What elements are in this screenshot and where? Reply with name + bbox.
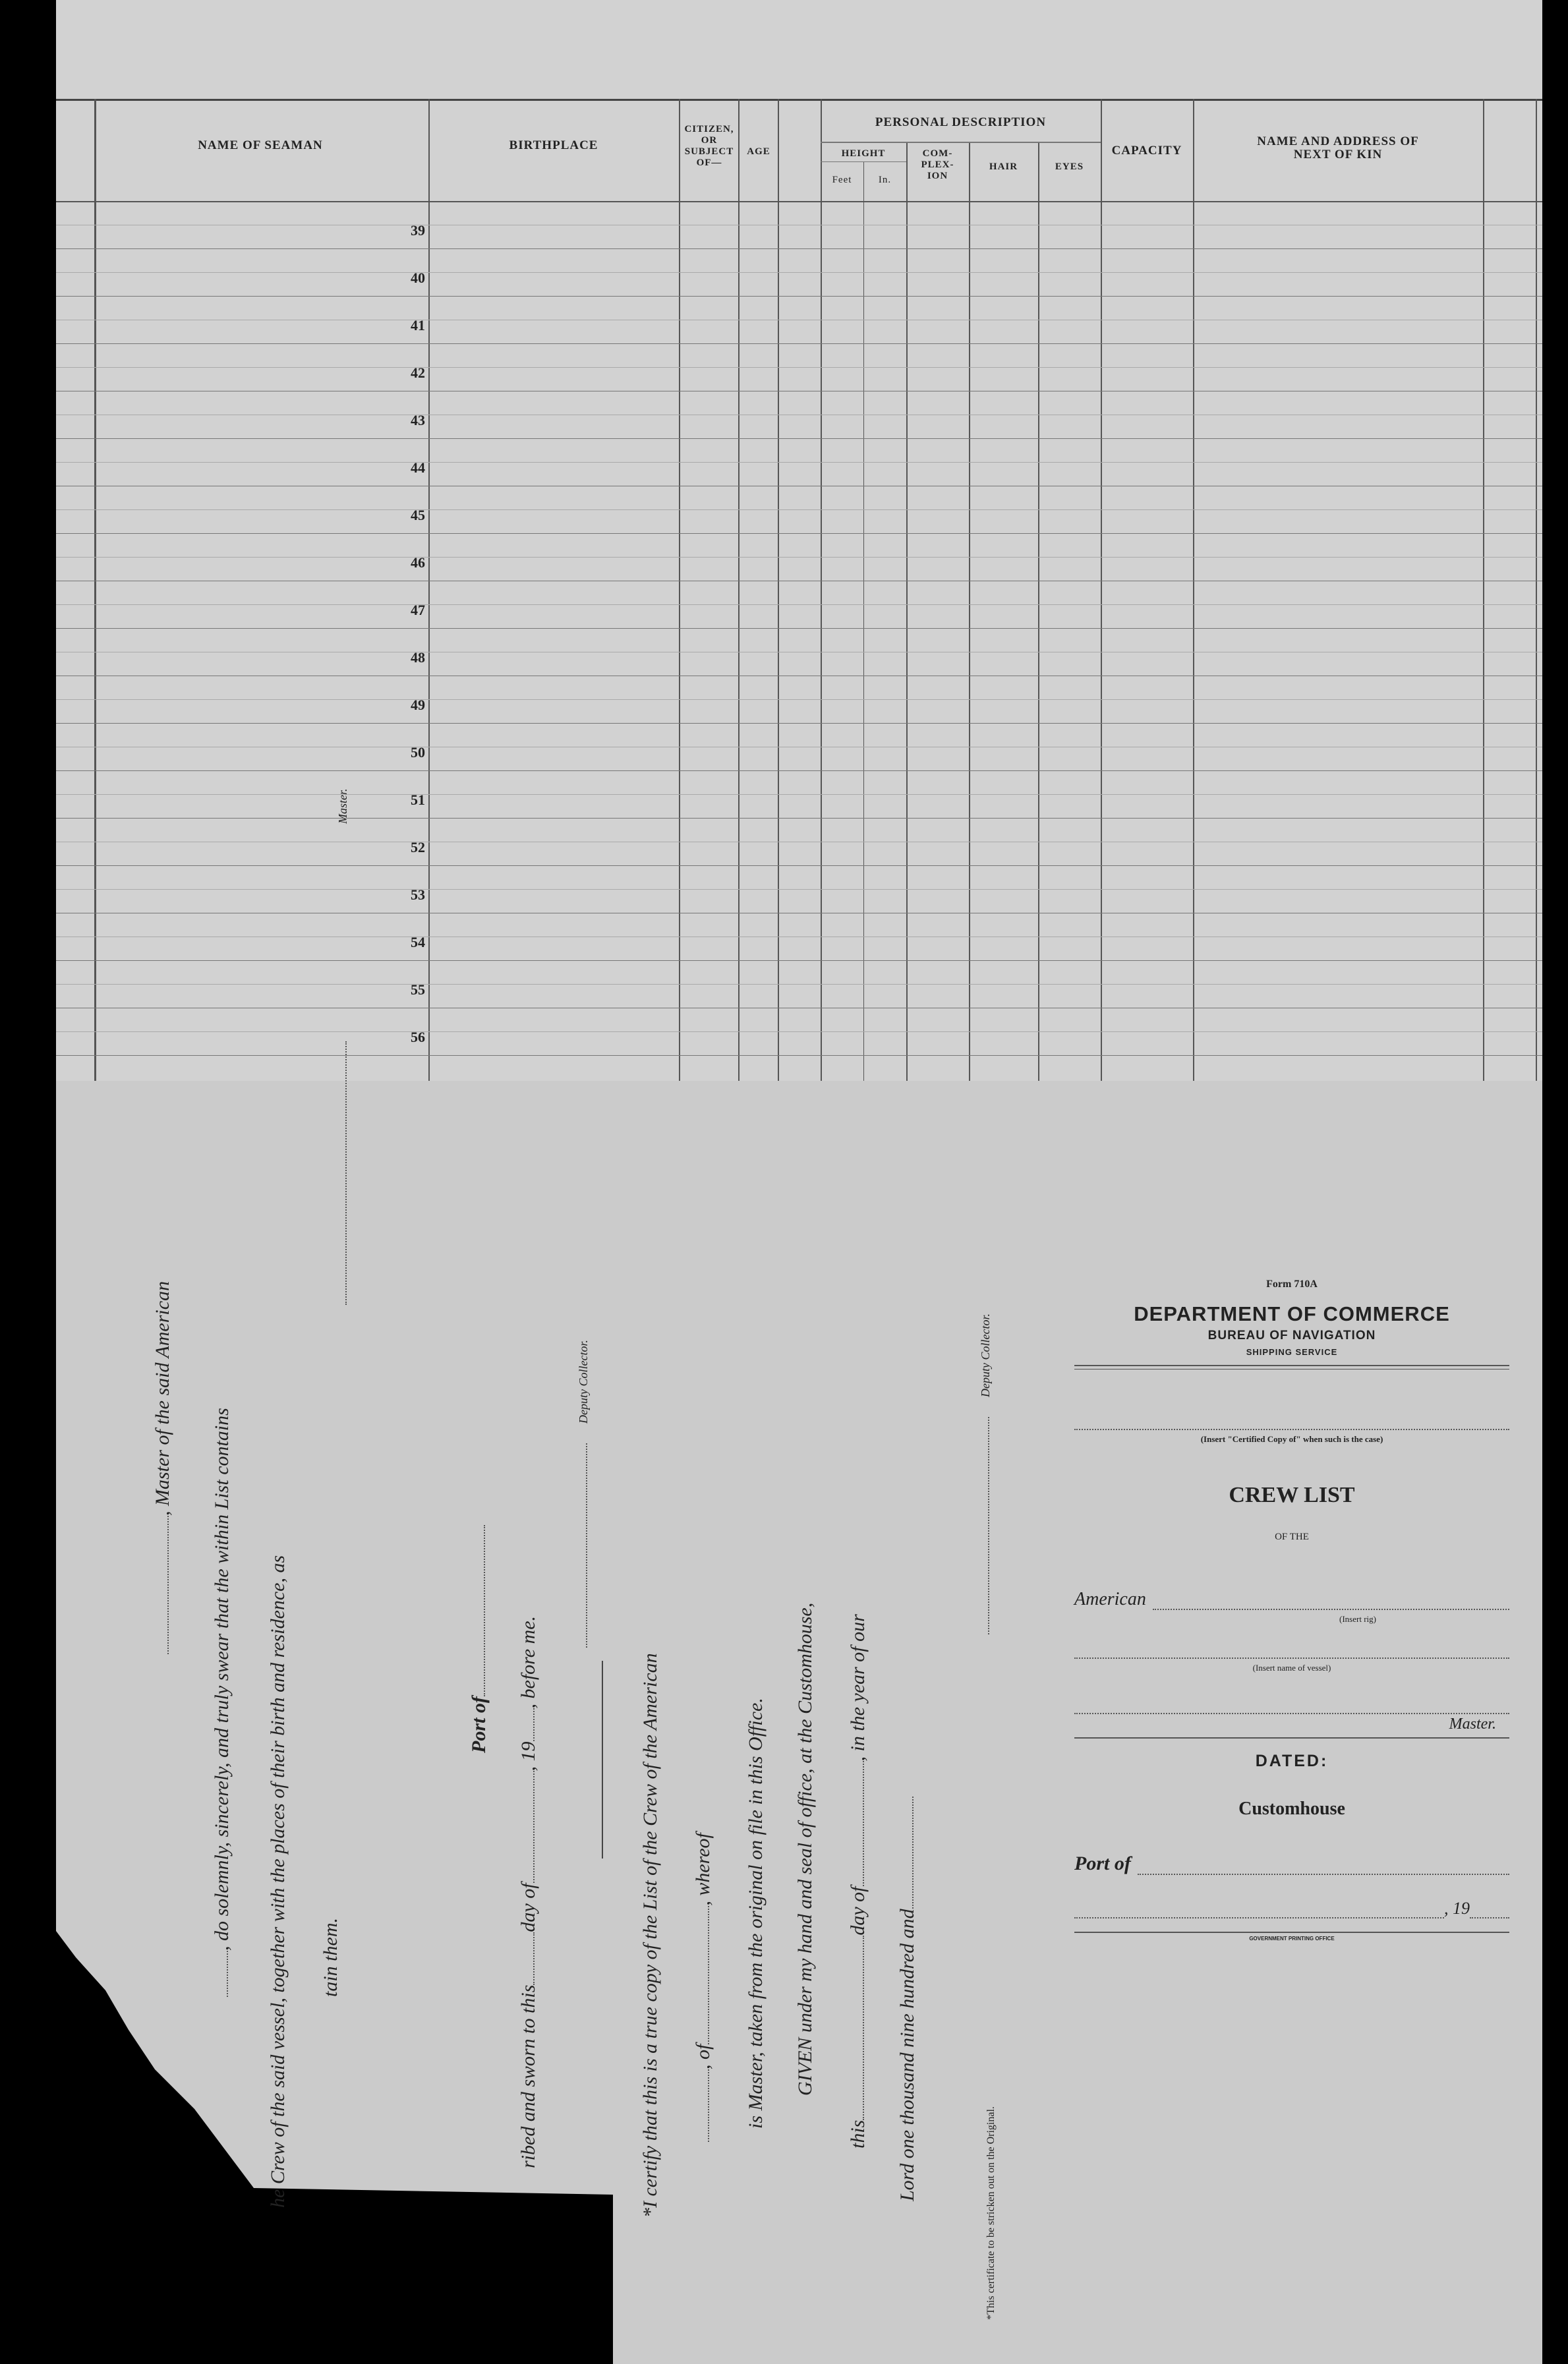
table-row-guide — [56, 604, 1542, 605]
row-number: 40 — [411, 270, 425, 286]
table-row-guide — [56, 699, 1542, 700]
row-number: 51 — [411, 792, 425, 808]
oath-deputy-collector: Deputy Collector. — [577, 1340, 591, 1648]
row-number: 55 — [411, 981, 425, 998]
row-number: 56 — [411, 1029, 425, 1045]
crew-list-title: CREW LIST — [1229, 1483, 1355, 1507]
row-number: 45 — [411, 507, 425, 523]
table-row — [56, 628, 1542, 629]
row-number: 46 — [411, 554, 425, 571]
bureau-title: BUREAU OF NAVIGATION — [1207, 1329, 1376, 1342]
row-number: 47 — [411, 602, 425, 618]
certificate-line-6: Lord one thousand nine hundred and — [896, 1797, 919, 2201]
port-of-label: Port of — [1074, 1853, 1131, 1874]
form-number: Form 710A — [1266, 1279, 1318, 1290]
table-row — [56, 248, 1542, 249]
row-number: 44 — [411, 459, 425, 476]
row-number: 52 — [411, 839, 425, 855]
table-row — [56, 438, 1542, 439]
row-number: 39 — [411, 222, 425, 239]
divider — [602, 1661, 603, 1859]
table-row — [56, 960, 1542, 961]
department-title: DEPARTMENT OF COMMERCE — [1134, 1302, 1450, 1325]
printer-imprint: GOVERNMENT PRINTING OFFICE — [1249, 1936, 1335, 1942]
row-number: 53 — [411, 886, 425, 903]
certificate-line-4: GIVEN under my hand and seal of office, at the Customhouse, — [794, 1602, 816, 2096]
document-sheet — [56, 0, 1542, 2364]
table-row — [56, 1055, 1542, 1056]
insert-certified-note: (Insert "Certified Copy of" when such is the case) — [1200, 1434, 1383, 1444]
oath-master-label: Master. — [336, 789, 350, 1306]
certificate-line-3: is Master, taken from the original on file in this Office. — [745, 1698, 767, 2129]
row-number: 42 — [411, 364, 425, 381]
oath-subscribed-line: ribed and sworn to thisday of, 19, before me. — [517, 1615, 539, 2168]
table-row-guide — [56, 272, 1542, 273]
row-number: 41 — [411, 317, 425, 333]
header-next-of-kin: NAME AND ADDRESS OF NEXT OF KIN — [1257, 134, 1419, 161]
header-citizen: CITIZEN, OR SUBJECT OF— — [684, 124, 734, 168]
certificate-deputy-collector: Deputy Collector. — [979, 1313, 993, 1634]
service-title: SHIPPING SERVICE — [1246, 1347, 1338, 1357]
oath-line-4: tain them. — [320, 1918, 341, 1997]
table-row-guide — [56, 984, 1542, 985]
table-row-guide — [56, 509, 1542, 510]
certificate-line-1: *I certify that this is a true copy of the List of the Crew of the American — [639, 1653, 661, 2218]
table-row — [56, 533, 1542, 534]
american-label: American — [1074, 1589, 1146, 1609]
table-row — [56, 343, 1542, 344]
table-row-guide — [56, 557, 1542, 558]
header-height: HEIGHT — [841, 148, 886, 159]
table-row — [56, 865, 1542, 866]
year-label: , 19 — [1444, 1899, 1470, 1918]
of-the-label: OF THE — [1275, 1532, 1309, 1542]
header-birthplace: BIRTHPLACE — [509, 138, 598, 152]
row-number: 43 — [411, 412, 425, 428]
table-row-guide — [56, 794, 1542, 795]
certificate-footnote: *This certificate to be stricken out on the Original. — [985, 2106, 997, 2320]
certificate-line-2: , of, whereof — [692, 1833, 714, 2142]
customhouse-label: Customhouse — [1238, 1799, 1345, 1819]
table-row-guide — [56, 462, 1542, 463]
header-eyes: EYES — [1055, 161, 1084, 172]
certificate-line-5: thisday of, in the year of our — [847, 1614, 869, 2148]
insert-rig-note: (Insert rig) — [1339, 1614, 1376, 1624]
dated-label: DATED: — [1255, 1752, 1329, 1770]
row-number: 54 — [411, 934, 425, 950]
table-row-guide — [56, 367, 1542, 368]
row-number: 48 — [411, 649, 425, 666]
table-row — [56, 296, 1542, 297]
header-complexion: COM- PLEX- ION — [921, 148, 954, 181]
oath-line-1: , Master of the said American — [152, 1281, 174, 1654]
table-row-guide — [56, 889, 1542, 890]
header-age: AGE — [747, 146, 770, 157]
crew-list-cover — [1074, 1272, 1509, 1942]
row-number: 50 — [411, 744, 425, 761]
table-row-guide — [56, 1031, 1542, 1032]
table-row — [56, 818, 1542, 819]
insert-vessel-note: (Insert name of vessel) — [1252, 1663, 1331, 1673]
oath-line-2: , do solemnly, sincerely, and truly swear that the within List contains — [211, 1408, 233, 1997]
header-name-of-seaman: NAME OF SEAMAN — [198, 138, 323, 152]
oath-line-3: he Crew of the said vessel, together with the places of their birth and residence, as — [267, 1555, 289, 2208]
header-hair: HAIR — [989, 161, 1018, 172]
header-capacity: CAPACITY — [1111, 144, 1182, 158]
oath-port-of: Port of — [468, 1525, 490, 1753]
table-row — [56, 770, 1542, 771]
header-feet: Feet — [832, 175, 852, 185]
master-label: Master. — [1449, 1715, 1496, 1733]
header-personal-description: PERSONAL DESCRIPTION — [875, 115, 1047, 129]
row-number: 49 — [411, 697, 425, 713]
header-inches: In. — [878, 175, 892, 185]
table-row — [56, 723, 1542, 724]
crew-table-section — [56, 0, 1542, 1081]
